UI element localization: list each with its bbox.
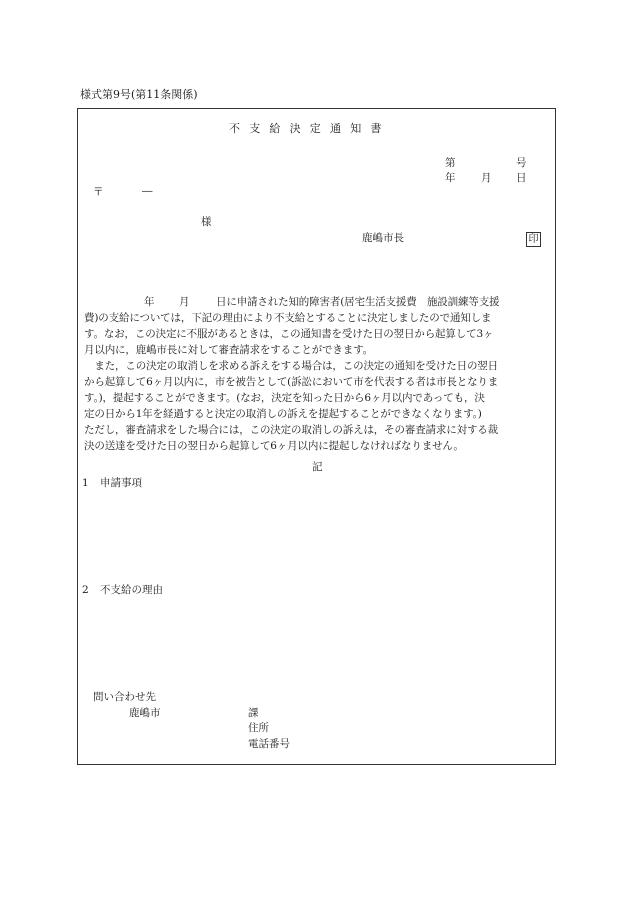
body-line: す。なお，この決定に不服があるときは，この通知書を受けた日の翌日から起算して3ヶ xyxy=(84,328,494,340)
body-line: 費)の支給については，下記の理由により不支給とすることに決定しましたので通知しま xyxy=(84,312,492,324)
contact-city: 鹿嶋市 xyxy=(129,707,161,719)
postal-dash: ― xyxy=(142,185,153,197)
body-line: ただし，審査請求をした場合には，この決定の取消しの訴えは，その審査請求に対する裁 xyxy=(84,424,498,436)
postal-mark: 〒 xyxy=(93,186,104,198)
contact-section: 課 xyxy=(248,707,259,719)
date-day-label: 日 xyxy=(516,172,527,184)
body-year-label: 年 xyxy=(144,296,155,308)
body-month-label: 月 xyxy=(179,296,190,308)
body-line: また，この決定の取消しを求める訴えをする場合は，この決定の通知を受けた日の翌日 xyxy=(84,360,498,372)
body-line: 定の日から1年を経過すると決定の取消しの訴えを提起することができなくなります。) xyxy=(84,408,482,420)
document-title: 不支給決定通知書 xyxy=(229,122,391,135)
item1-label: 申請事項 xyxy=(100,477,142,489)
contact-address: 住所 xyxy=(248,722,269,734)
body-line: す。)，提起することができます。(なお，決定を知った日から6ヶ月以内であっても，決 xyxy=(84,392,485,404)
recipient-honorific: 様 xyxy=(201,216,212,228)
body-line-1: 日に申請された知的障害者(居宅生活支援費 施設訓練等支援 xyxy=(216,296,500,308)
body-line: 決の送達を受けた日の翌日から起算して6ヶ月以内に提起しなければなりません。 xyxy=(84,440,464,452)
notes-heading: 記 xyxy=(312,461,323,473)
reference-no-prefix: 第 xyxy=(445,157,456,169)
contact-heading: 問い合わせ先 xyxy=(93,691,156,703)
body-line: から起算して6ヶ月以内に，市を被告として(訴訟において市を代表する者は市長となりま xyxy=(84,376,499,388)
reference-no-suffix: 号 xyxy=(516,157,527,169)
date-year-label: 年 xyxy=(445,172,456,184)
form-number: 様式第9号(第11条関係) xyxy=(80,88,198,101)
contact-phone: 電話番号 xyxy=(248,738,290,750)
body-line: 月以内に，鹿嶋市長に対して審査請求をすることができます。 xyxy=(84,344,373,356)
item2-number: 2 xyxy=(82,584,89,596)
issuer-name: 鹿嶋市長 xyxy=(362,232,404,244)
item2-label: 不支給の理由 xyxy=(100,584,163,596)
item1-number: 1 xyxy=(82,477,89,489)
date-month-label: 月 xyxy=(481,172,492,184)
official-seal-mark: 印 xyxy=(526,232,541,247)
